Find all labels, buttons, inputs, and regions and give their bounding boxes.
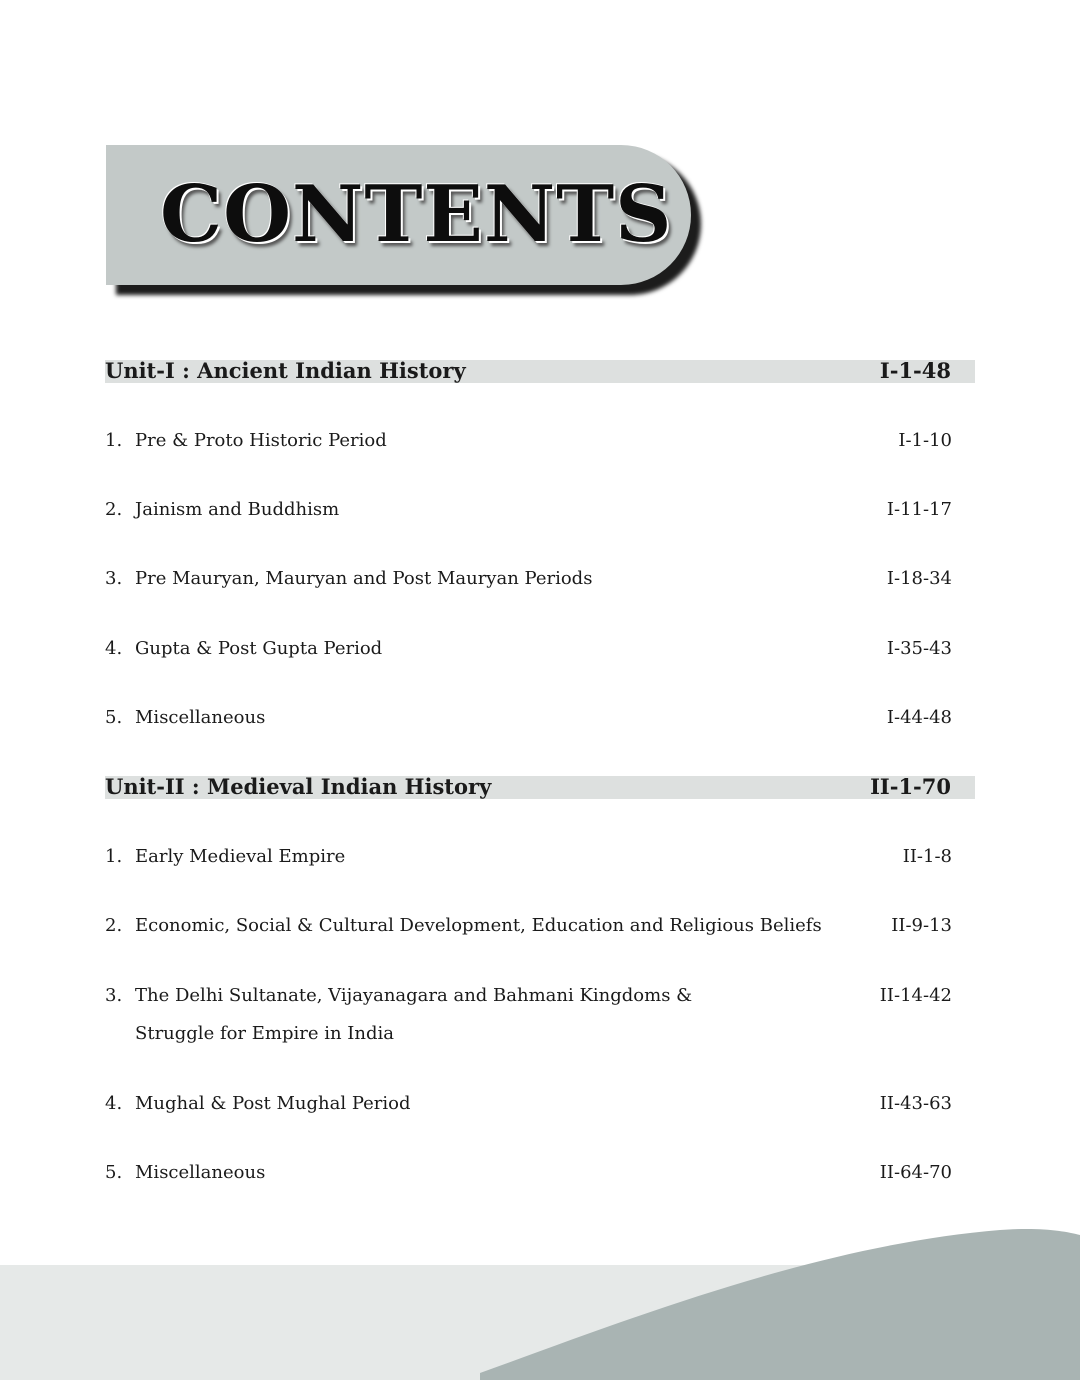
entry-pages: I-18-34 — [886, 568, 952, 589]
entry-pages: II-43-63 — [879, 1093, 952, 1114]
entry-number: 1. — [105, 430, 123, 451]
entry-pages: I-44-48 — [886, 707, 952, 728]
entry-title: Miscellaneous — [135, 1162, 266, 1183]
unit-header — [105, 776, 975, 799]
entry-number: 4. — [105, 638, 123, 659]
unit-pages: II-1-70 — [870, 774, 951, 799]
entry-title: Pre & Proto Historic Period — [135, 430, 387, 451]
entry-title: Gupta & Post Gupta Period — [135, 638, 383, 659]
entry-number: 2. — [105, 915, 123, 936]
entry-number: 3. — [105, 985, 123, 1006]
entry-title: Miscellaneous — [135, 707, 266, 728]
unit-title: Unit-II : Medieval Indian History — [105, 774, 492, 799]
entry-number: 4. — [105, 1093, 123, 1114]
entry-title: Economic, Social & Cultural Development, Education and Religious Beliefs — [135, 915, 822, 936]
entry-title: Early Medieval Empire — [135, 846, 346, 867]
unit-title: Unit-I : Ancient Indian History — [105, 358, 466, 383]
entry-title: Mughal & Post Mughal Period — [135, 1093, 411, 1114]
entry-pages: II-14-42 — [879, 985, 952, 1006]
entry-title: Jainism and Buddhism — [135, 499, 340, 520]
entry-number: 1. — [105, 846, 123, 867]
entry-pages: I-11-17 — [886, 499, 952, 520]
entry-title: The Delhi Sultanate, Vijayanagara and Bahmani Kingdoms & Struggle for Empire in India — [135, 985, 693, 1044]
entry-pages: II-9-13 — [891, 915, 952, 936]
footer-wave-decoration — [0, 1225, 1080, 1380]
entry-pages: I-35-43 — [886, 638, 952, 659]
entry-number: 3. — [105, 568, 123, 589]
entry-number: 2. — [105, 499, 123, 520]
unit-pages: I-1-48 — [879, 358, 951, 383]
entry-pages: II-1-8 — [902, 846, 952, 867]
entry-pages: II-64-70 — [879, 1162, 952, 1183]
entry-number: 5. — [105, 707, 123, 728]
entry-number: 5. — [105, 1162, 123, 1183]
unit-header — [105, 360, 975, 383]
entry-title: Pre Mauryan, Mauryan and Post Mauryan Periods — [135, 568, 593, 589]
entry-pages: I-1-10 — [898, 430, 952, 451]
page-title: CONTENTS — [160, 169, 673, 260]
